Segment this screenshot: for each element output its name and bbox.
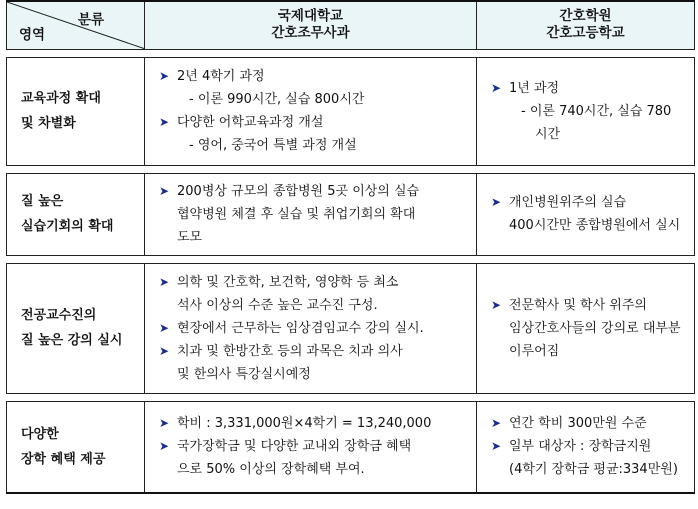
academy-cell xyxy=(477,173,695,255)
list-item xyxy=(491,191,684,214)
arrow-right-icon: ➤ xyxy=(159,274,170,289)
comparison-table xyxy=(6,0,695,494)
item-text: 현장에서 근무하는 임상겸임교수 강의 실시. xyxy=(177,320,424,336)
academy-cell xyxy=(477,57,695,165)
academy-cell xyxy=(477,401,695,493)
spacer-row xyxy=(7,49,695,57)
item-text: 치과 및 한방간호 등의 과목은 치과 의사 xyxy=(177,343,403,359)
item-text: 학비 : 3,331,000원×4학기 = 13,240,000 xyxy=(177,416,432,432)
header-area-label: 영역 xyxy=(19,26,46,43)
arrow-right-icon: ➤ xyxy=(159,320,170,335)
item-text: 연간 학비 300만원 수준 xyxy=(509,416,647,432)
item-continuation: 임상간호사들의 강의로 대부분 xyxy=(509,320,681,336)
row-area-label xyxy=(7,173,145,255)
item-text: 의학 및 간호학, 보건학, 영양학 등 최소 xyxy=(177,274,399,290)
list-item xyxy=(491,412,684,435)
area-line: 전공교수진의 xyxy=(21,308,97,323)
sub-item-text: - 이론 990시간, 실습 800시간 xyxy=(189,92,365,107)
item-continuation: 협약병원 체결 후 실습 및 취업기회의 확대 xyxy=(177,206,416,222)
table-row xyxy=(7,263,695,393)
list-item xyxy=(159,180,466,203)
academy-name: 간호학원 xyxy=(559,8,612,25)
college-name: 국제대학교 xyxy=(277,8,344,25)
spacer-row xyxy=(7,393,695,401)
list-item xyxy=(159,435,466,458)
item-text: 국가장학금 및 다양한 교내외 장학금 혜택 xyxy=(177,439,412,455)
area-line: 및 차별화 xyxy=(21,116,76,131)
college-cell xyxy=(145,263,477,393)
item-continuation: 도모 xyxy=(177,229,203,245)
list-item xyxy=(159,65,466,88)
header-col-college xyxy=(145,1,477,49)
list-item xyxy=(159,340,466,363)
arrow-right-icon: ➤ xyxy=(159,416,170,431)
table-row xyxy=(7,401,695,493)
arrow-right-icon: ➤ xyxy=(491,439,502,454)
item-continuation: 이루어짐 xyxy=(509,343,560,359)
item-text: 다양한 어학교육과정 개설 xyxy=(177,115,324,130)
arrow-right-icon: ➤ xyxy=(491,297,502,312)
area-line: 교육과정 확대 xyxy=(21,91,101,106)
comparison-table-container xyxy=(6,0,694,509)
arrow-right-icon: ➤ xyxy=(159,69,170,83)
header-category-label: 분류 xyxy=(77,12,104,28)
arrow-right-icon: ➤ xyxy=(159,183,170,198)
college-cell xyxy=(145,173,477,255)
college-cell xyxy=(145,401,477,493)
item-continuation: 및 한의사 특강실시예정 xyxy=(177,366,311,382)
table-row xyxy=(7,57,695,165)
college-cell xyxy=(145,57,477,165)
area-line: 실습기회의 확대 xyxy=(21,219,114,234)
academy-cell xyxy=(477,263,695,393)
spacer-row xyxy=(7,255,695,263)
item-continuation: 으로 50% 이상의 장학혜택 부여. xyxy=(177,462,365,478)
list-item xyxy=(159,111,466,134)
item-continuation: 석사 이상의 수준 높은 교수진 구성. xyxy=(177,297,378,313)
spacer-row xyxy=(7,165,695,173)
academy-school: 간호고등학교 xyxy=(546,25,625,42)
college-dept: 간호조무사과 xyxy=(271,25,350,42)
arrow-right-icon: ➤ xyxy=(491,416,502,431)
list-item xyxy=(491,294,684,317)
arrow-right-icon: ➤ xyxy=(491,80,502,95)
header-diagonal-cell xyxy=(7,1,145,49)
table-row xyxy=(7,173,695,255)
arrow-right-icon: ➤ xyxy=(159,115,170,129)
item-text: 200병상 규모의 종합병원 5곳 이상의 실습 xyxy=(177,183,420,199)
header-row xyxy=(7,1,695,49)
area-line: 질 높은 xyxy=(21,194,64,209)
row-area-label xyxy=(7,57,145,165)
area-line: 다양한 xyxy=(21,426,59,442)
item-text: 전문학사 및 학사 위주의 xyxy=(509,297,647,313)
header-col-academy xyxy=(477,1,695,49)
list-item xyxy=(491,435,684,458)
row-area-label xyxy=(7,401,145,493)
list-item xyxy=(159,412,466,435)
sub-item-text: 시간 xyxy=(535,126,561,142)
row-area-label xyxy=(7,263,145,393)
list-item xyxy=(159,271,466,294)
item-text: 개인병원위주의 실습 xyxy=(509,195,627,210)
sub-item-text: - 영어, 중국어 특별 과정 개설 xyxy=(189,138,357,153)
area-line: 장학 혜택 제공 xyxy=(21,451,106,467)
list-item xyxy=(491,77,684,100)
item-text: 2년 4학기 과정 xyxy=(177,69,265,84)
arrow-right-icon: ➤ xyxy=(491,195,502,209)
item-continuation: 400시간만 종합병원에서 실시 xyxy=(509,218,681,233)
arrow-right-icon: ➤ xyxy=(159,343,170,358)
arrow-right-icon: ➤ xyxy=(159,439,170,454)
item-text: 일부 대상자 : 장학금지원 xyxy=(509,439,652,455)
list-item xyxy=(159,317,466,340)
item-text: 1년 과정 xyxy=(509,80,560,96)
sub-item-text: - 이론 740시간, 실습 780 xyxy=(521,103,672,119)
area-line: 질 높은 강의 실시 xyxy=(21,333,123,348)
item-continuation: (4학기 장학금 평균:334만원) xyxy=(509,462,678,478)
